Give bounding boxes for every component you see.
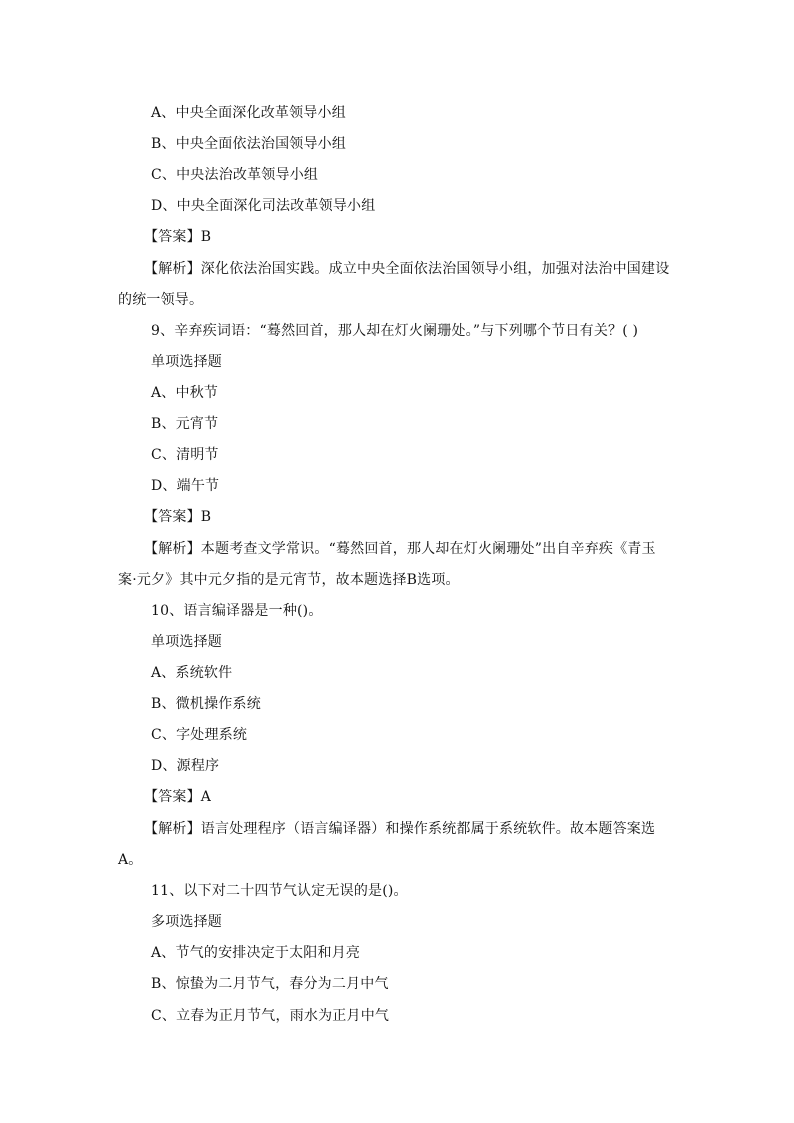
q10-question: 10、语言编译器是一种()。 [151,603,323,619]
q10-type: 单项选择题 [151,634,222,650]
q11-type: 多项选择题 [151,914,222,930]
q9-option-d: D、端午节 [151,478,220,494]
q9-option-a: A、中秋节 [151,385,219,401]
q10-explanation: 【解析】语言处理程序（语言编译器）和操作系统都属于系统软件。故本题答案选 [144,821,656,837]
q8-option-c: C、中央法治改革领导小组 [151,167,319,183]
q10-option-b: B、微机操作系统 [151,696,261,712]
q10-answer: 【答案】A [144,789,212,805]
q10-explanation-continued: A。 [118,852,143,868]
q9-explanation: 【解析】本题考查文学常识。“蓦然回首，那人却在灯火阑珊处”出自辛弃疾《青玉 [144,541,656,557]
q8-option-a: A、中央全面深化改革领导小组 [151,105,346,121]
q9-option-b: B、元宵节 [151,416,219,432]
q11-option-a: A、节气的安排决定于太阳和月亮 [151,945,361,961]
q9-type: 单项选择题 [151,354,222,370]
q9-option-c: C、清明节 [151,447,219,463]
q9-explanation-continued: 案·元夕》其中元夕指的是元宵节，故本题选择B选项。 [118,572,460,588]
q9-answer: 【答案】B [144,509,212,525]
q11-option-c: C、立春为正月节气，雨水为正月中气 [151,1008,390,1024]
q11-option-b: B、惊蛰为二月节气，春分为二月中气 [151,976,389,992]
q9-question: 9、辛弃疾词语：“蓦然回首，那人却在灯火阑珊处。”与下列哪个节日有关？( ) [151,323,639,339]
q8-explanation-continued: 的统一领导。 [118,292,204,308]
q8-answer: 【答案】B [144,229,212,245]
q10-option-d: D、源程序 [151,758,220,774]
q8-option-d: D、中央全面深化司法改革领导小组 [151,198,376,214]
q10-option-c: C、字处理系统 [151,727,248,743]
q11-question: 11、以下对二十四节气认定无误的是()。 [151,883,408,899]
q10-option-a: A、系统软件 [151,665,233,681]
q8-explanation: 【解析】深化依法治国实践。成立中央全面依法治国领导小组，加强对法治中国建设 [144,261,670,277]
q8-option-b: B、中央全面依法治国领导小组 [151,136,347,152]
